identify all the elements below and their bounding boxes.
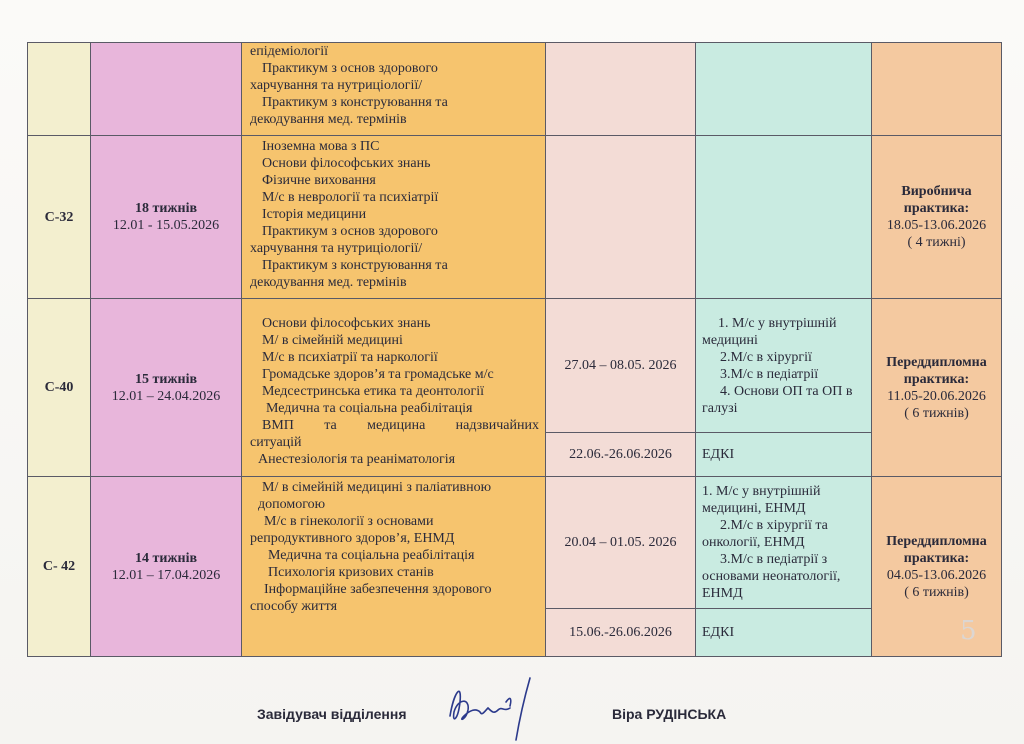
head-position: Завідувач відділення	[257, 706, 407, 722]
group-cell: С-32	[28, 136, 91, 299]
subject-line: Громадське здоров’я та громадське м/с	[262, 367, 494, 382]
practice-duration: ( 6 тижнів)	[904, 405, 969, 421]
subjects-cell	[242, 299, 546, 477]
table-row	[28, 136, 1002, 299]
exam-date-cell: 20.04 – 01.05. 2026	[546, 477, 696, 609]
subject-line: Практикум з конструювання та	[262, 95, 448, 110]
subject-line: харчування та нутриціології/	[250, 241, 423, 256]
subject-line: Інформаційне забезпечення здорового	[264, 582, 492, 597]
exam-line: медицині, ЕНМД	[702, 501, 806, 516]
practice-cell	[872, 477, 1002, 657]
exam-line: ЕНМД	[702, 586, 743, 601]
subject-line: Фізичне виховання	[262, 173, 376, 188]
practice-title: Виробнича практика:	[901, 184, 972, 216]
head-name: Віра РУДІНСЬКА	[612, 706, 727, 722]
exam-line: 4. Основи ОП та ОП в	[720, 383, 853, 399]
subject-line: Іноземна мова з ПС	[262, 139, 380, 154]
weeks-cell	[91, 299, 242, 477]
schedule-table	[27, 42, 1002, 657]
group-cell: С-40	[28, 299, 91, 477]
weeks-range: 12.01 - 15.05.2026	[112, 218, 220, 233]
group-cell: С- 42	[28, 477, 91, 657]
subject-line: Медична та соціальна реабілітація	[266, 401, 473, 416]
exam-line: 3.М/с в педіатрії	[720, 366, 819, 382]
subject-line: Практикум з основ здорового	[262, 61, 438, 76]
weeks-cell	[91, 477, 242, 657]
page-number-mark: 5	[960, 616, 977, 646]
subjects-cell	[242, 43, 546, 136]
exam-subjects-cell	[696, 43, 872, 136]
exam-line: ЕДКІ	[702, 447, 735, 462]
subject-line: епідеміології	[250, 44, 329, 59]
exam-line: ЕДКІ	[702, 625, 735, 640]
exam-date-cell: 27.04 – 08.05. 2026	[546, 299, 696, 433]
practice-duration: ( 4 тижні)	[907, 235, 966, 250]
exam-date-cell	[546, 136, 696, 299]
subject-line: М/ в сімейній медицині з паліативною	[262, 480, 492, 495]
exam-subjects-cell	[696, 609, 872, 657]
exam-date-cell: 22.06.-26.06.2026	[546, 433, 696, 477]
subjects-cell	[242, 477, 546, 657]
practice-dates: 18.05-13.06.2026	[886, 218, 987, 233]
table-row	[28, 43, 1002, 136]
footer	[0, 700, 1024, 730]
exam-line: 1. М/с у внутрішній	[702, 484, 821, 499]
exam-line: 1. М/с у внутрішній	[718, 315, 837, 331]
weeks-count: 14 тижнів	[134, 550, 198, 566]
exam-line: 2.М/с в хірургії	[720, 349, 812, 365]
subject-line: харчування та нутриціології/	[250, 78, 423, 93]
subject-line: декодування мед. термінів	[250, 112, 407, 127]
subject-line: М/ в сімейній медицині	[262, 333, 403, 348]
subject-line: М/с в психіатрії та наркології	[262, 350, 438, 365]
subject-line: Медсестринська етика та деонтології	[262, 384, 484, 399]
exam-line: 2.М/с в хірургії та	[720, 518, 828, 533]
weeks-count: 15 тижнів	[134, 371, 198, 387]
subject-line: Історія медицини	[262, 207, 367, 222]
exam-line: онкології, ЕНМД	[702, 535, 805, 550]
subject-line: декодування мед. термінів	[250, 275, 407, 290]
exam-subjects-cell	[696, 136, 872, 299]
practice-cell	[872, 43, 1002, 136]
weeks-range: 12.01 – 24.04.2026	[111, 388, 221, 404]
subject-line: М/с в гінекології з основами	[264, 514, 434, 529]
exam-date-cell	[546, 43, 696, 136]
weeks-cell	[91, 136, 242, 299]
subject-line: М/с в неврології та психіатрії	[262, 190, 439, 205]
subject-line: Практикум з конструювання та	[262, 258, 448, 273]
exam-line: медицині	[702, 332, 758, 348]
subject-line: способу життя	[250, 599, 338, 614]
practice-duration: ( 6 тижнів)	[904, 584, 969, 600]
subject-line: Медична та соціальна реабілітація	[268, 548, 475, 563]
subject-line: ситуацій	[250, 435, 302, 450]
practice-cell	[872, 299, 1002, 477]
exam-line: 3.М/с в педіатрії з	[720, 552, 828, 567]
subject-line: Анестезіологія та реаніматологія	[258, 452, 456, 467]
practice-dates: 04.05-13.06.2026	[886, 567, 987, 583]
exam-subjects-cell	[696, 299, 872, 433]
group-cell	[28, 43, 91, 136]
practice-dates: 11.05-20.06.2026	[887, 388, 986, 404]
exam-date-cell: 15.06.-26.06.2026	[546, 609, 696, 657]
weeks-count: 18 тижнів	[134, 201, 198, 216]
table-row	[28, 299, 1002, 433]
subject-line: ВМП та медицина надзвичайних	[262, 418, 539, 433]
practice-cell	[872, 136, 1002, 299]
weeks-cell	[91, 43, 242, 136]
exam-subjects-cell	[696, 433, 872, 477]
subject-line: репродуктивного здоров’я, ЕНМД	[250, 531, 455, 546]
exam-subjects-cell	[696, 477, 872, 609]
subject-line: Основи філософських знань	[262, 316, 431, 331]
practice-title: Переддипломна практика:	[886, 354, 987, 387]
subject-line: Основи філософських знань	[262, 156, 431, 171]
weeks-range: 12.01 – 17.04.2026	[111, 567, 221, 583]
subject-line: допомогою	[258, 497, 326, 512]
exam-line: галузі	[702, 400, 738, 416]
subjects-cell	[242, 136, 546, 299]
subject-line: Практикум з основ здорового	[262, 224, 438, 239]
exam-line: основами неонатології,	[702, 569, 841, 584]
practice-title: Переддипломна практика:	[886, 533, 987, 566]
subject-line: Психологія кризових станів	[268, 565, 434, 580]
table-row	[28, 477, 1002, 609]
